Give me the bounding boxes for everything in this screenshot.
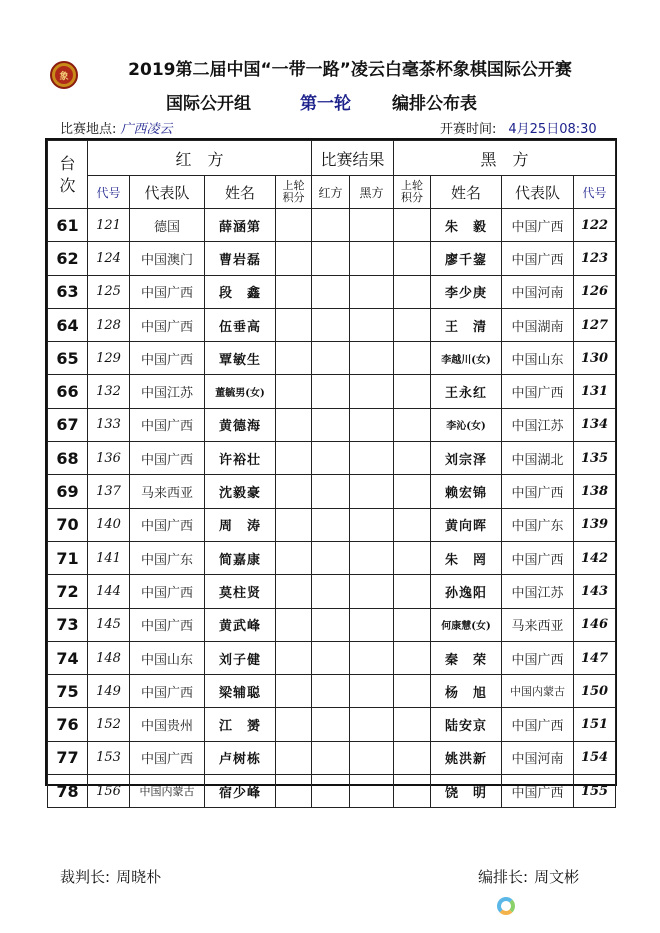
- black-name: 李沁(女): [431, 408, 502, 441]
- scheduler-label: 编排长:: [478, 868, 529, 886]
- black-team: 中国河南: [502, 741, 574, 774]
- black-team: 中国江苏: [502, 575, 574, 608]
- table-no: 67: [48, 408, 88, 441]
- red-result-cell: [312, 741, 350, 774]
- header-black-team: 代表队: [502, 176, 574, 209]
- red-result-cell: [312, 775, 350, 808]
- header-red-side: 红 方: [88, 141, 312, 176]
- black-result-cell: [350, 741, 394, 774]
- black-code: 135: [574, 442, 616, 475]
- black-name: 王 清: [431, 308, 502, 341]
- scheduler: [478, 866, 579, 887]
- black-name: 赖宏锦: [431, 475, 502, 508]
- black-prev-score: [394, 741, 431, 774]
- red-result-cell: [312, 275, 350, 308]
- black-name: 饶 明: [431, 775, 502, 808]
- black-team: 中国广西: [502, 541, 574, 574]
- start-time-info: [440, 118, 597, 137]
- black-prev-score: [394, 375, 431, 408]
- header-black-name: 姓名: [431, 176, 502, 209]
- table-row: [48, 408, 616, 441]
- red-code: 144: [88, 575, 130, 608]
- black-name: 廖千鋆: [431, 242, 502, 275]
- black-prev-score: [394, 475, 431, 508]
- header-table-no-text: 台次: [59, 153, 76, 195]
- red-name: 董毓男(女): [205, 375, 276, 408]
- black-code: 126: [574, 275, 616, 308]
- red-team: 中国广西: [130, 342, 205, 375]
- header-red-prev-score: [276, 176, 312, 209]
- red-name: 曹岩磊: [205, 242, 276, 275]
- black-name: 姚洪新: [431, 741, 502, 774]
- black-prev-score: [394, 708, 431, 741]
- table-row: [48, 242, 616, 275]
- red-name: 伍垂高: [205, 308, 276, 341]
- black-code: 154: [574, 741, 616, 774]
- red-code: 140: [88, 508, 130, 541]
- black-prev-score: [394, 342, 431, 375]
- table-row: [48, 275, 616, 308]
- red-code: 124: [88, 242, 130, 275]
- red-result-cell: [312, 608, 350, 641]
- red-result-cell: [312, 475, 350, 508]
- black-team: 中国江苏: [502, 408, 574, 441]
- watermark-logo-icon: [497, 897, 515, 915]
- red-result-cell: [312, 675, 350, 708]
- table-no: 66: [48, 375, 88, 408]
- black-team: 中国广东: [502, 508, 574, 541]
- black-result-cell: [350, 608, 394, 641]
- red-team: 中国内蒙古: [130, 775, 205, 808]
- black-team: 中国湖南: [502, 308, 574, 341]
- black-prev-score: [394, 408, 431, 441]
- red-team: 中国广西: [130, 408, 205, 441]
- black-result-cell: [350, 275, 394, 308]
- time-label: 开赛时间:: [440, 122, 497, 137]
- pairing-grid: [47, 140, 616, 808]
- black-code: 146: [574, 608, 616, 641]
- red-result-cell: [312, 375, 350, 408]
- red-team: 中国广西: [130, 275, 205, 308]
- black-code: 147: [574, 641, 616, 674]
- black-code: 123: [574, 242, 616, 275]
- red-team: 中国广西: [130, 442, 205, 475]
- black-result-cell: [350, 575, 394, 608]
- black-team: 中国广西: [502, 708, 574, 741]
- doc-type-label: 编排公布表: [392, 94, 477, 114]
- header-table-no: [48, 141, 88, 209]
- black-code: 130: [574, 342, 616, 375]
- black-result-cell: [350, 342, 394, 375]
- red-team: 中国澳门: [130, 242, 205, 275]
- table-no: 73: [48, 608, 88, 641]
- header-red-team: 代表队: [130, 176, 205, 209]
- black-team: 中国内蒙古: [502, 675, 574, 708]
- red-prev-score: [276, 375, 312, 408]
- header-red-prev-score-text: 上轮积分: [282, 179, 305, 204]
- chief-referee-label: 裁判长:: [60, 868, 111, 886]
- table-row: [48, 508, 616, 541]
- red-name: 江 赟: [205, 708, 276, 741]
- black-code: 139: [574, 508, 616, 541]
- red-prev-score: [276, 575, 312, 608]
- table-row: [48, 475, 616, 508]
- black-prev-score: [394, 209, 431, 242]
- black-prev-score: [394, 242, 431, 275]
- red-code: 133: [88, 408, 130, 441]
- red-name: 覃敏生: [205, 342, 276, 375]
- table-row: [48, 442, 616, 475]
- black-result-cell: [350, 308, 394, 341]
- red-team: 中国广西: [130, 741, 205, 774]
- red-name: 薛涵第: [205, 209, 276, 242]
- table-no: 70: [48, 508, 88, 541]
- red-prev-score: [276, 475, 312, 508]
- black-result-cell: [350, 242, 394, 275]
- table-no: 74: [48, 641, 88, 674]
- red-team: 中国广西: [130, 608, 205, 641]
- black-result-cell: [350, 408, 394, 441]
- red-name: 黄武峰: [205, 608, 276, 641]
- red-name: 许裕壮: [205, 442, 276, 475]
- red-prev-score: [276, 242, 312, 275]
- pairing-table: [45, 138, 617, 801]
- red-team: 马来西亚: [130, 475, 205, 508]
- red-name: 简嘉康: [205, 541, 276, 574]
- table-no: 77: [48, 741, 88, 774]
- red-prev-score: [276, 641, 312, 674]
- red-prev-score: [276, 608, 312, 641]
- black-name: 朱 毅: [431, 209, 502, 242]
- red-name: 刘子健: [205, 641, 276, 674]
- black-team: 中国广西: [502, 375, 574, 408]
- red-prev-score: [276, 342, 312, 375]
- red-team: 德国: [130, 209, 205, 242]
- black-name: 孙逸阳: [431, 575, 502, 608]
- table-row: [48, 641, 616, 674]
- black-prev-score: [394, 775, 431, 808]
- header-black-prev-score: [394, 176, 431, 209]
- red-code: 121: [88, 209, 130, 242]
- red-code: 132: [88, 375, 130, 408]
- red-name: 宿少峰: [205, 775, 276, 808]
- header-black-prev-score-text: 上轮积分: [401, 179, 424, 204]
- red-prev-score: [276, 541, 312, 574]
- black-result-cell: [350, 675, 394, 708]
- black-code: 131: [574, 375, 616, 408]
- black-prev-score: [394, 675, 431, 708]
- red-code: 141: [88, 541, 130, 574]
- header-red-name: 姓名: [205, 176, 276, 209]
- red-code: 148: [88, 641, 130, 674]
- black-prev-score: [394, 442, 431, 475]
- black-name: 何康慧(女): [431, 608, 502, 641]
- red-code: 156: [88, 775, 130, 808]
- red-prev-score: [276, 442, 312, 475]
- red-code: 149: [88, 675, 130, 708]
- table-no: 61: [48, 209, 88, 242]
- black-prev-score: [394, 608, 431, 641]
- black-name: 李越川(女): [431, 342, 502, 375]
- red-result-cell: [312, 508, 350, 541]
- black-result-cell: [350, 641, 394, 674]
- table-no: 64: [48, 308, 88, 341]
- red-team: 中国贵州: [130, 708, 205, 741]
- group-label: 国际公开组: [166, 94, 251, 114]
- red-code: 153: [88, 741, 130, 774]
- black-result-cell: [350, 442, 394, 475]
- red-prev-score: [276, 508, 312, 541]
- logo-emblem: 象: [55, 66, 73, 84]
- red-prev-score: [276, 741, 312, 774]
- venue-value: 广西凌云: [120, 122, 173, 137]
- red-code: 129: [88, 342, 130, 375]
- table-row: [48, 741, 616, 774]
- red-team: 中国广西: [130, 575, 205, 608]
- black-result-cell: [350, 541, 394, 574]
- red-result-cell: [312, 408, 350, 441]
- black-code: 127: [574, 308, 616, 341]
- table-no: 78: [48, 775, 88, 808]
- chief-referee-name: 周晓朴: [116, 868, 162, 886]
- black-name: 陆安京: [431, 708, 502, 741]
- black-result-cell: [350, 708, 394, 741]
- table-row: [48, 342, 616, 375]
- black-code: 150: [574, 675, 616, 708]
- red-team: 中国山东: [130, 641, 205, 674]
- black-code: 134: [574, 408, 616, 441]
- black-team: 马来西亚: [502, 608, 574, 641]
- header-black-result: 黑方: [350, 176, 394, 209]
- round-label: 第一轮: [300, 94, 351, 114]
- red-prev-score: [276, 275, 312, 308]
- black-prev-score: [394, 641, 431, 674]
- red-result-cell: [312, 242, 350, 275]
- table-no: 62: [48, 242, 88, 275]
- header-black-code: 代号: [574, 176, 616, 209]
- red-result-cell: [312, 575, 350, 608]
- black-name: 朱 罔: [431, 541, 502, 574]
- black-code: 151: [574, 708, 616, 741]
- red-result-cell: [312, 641, 350, 674]
- red-result-cell: [312, 308, 350, 341]
- red-prev-score: [276, 308, 312, 341]
- header-black-side: 黑 方: [394, 141, 616, 176]
- red-prev-score: [276, 209, 312, 242]
- black-team: 中国山东: [502, 342, 574, 375]
- black-prev-score: [394, 541, 431, 574]
- header-result: 比赛结果: [312, 141, 394, 176]
- venue-label: 比赛地点:: [60, 122, 117, 137]
- red-code: 145: [88, 608, 130, 641]
- black-name: 李少庚: [431, 275, 502, 308]
- black-team: 中国广西: [502, 775, 574, 808]
- red-code: 128: [88, 308, 130, 341]
- table-no: 63: [48, 275, 88, 308]
- black-prev-score: [394, 275, 431, 308]
- black-result-cell: [350, 508, 394, 541]
- red-result-cell: [312, 708, 350, 741]
- red-code: 136: [88, 442, 130, 475]
- black-team: 中国河南: [502, 275, 574, 308]
- black-team: 中国湖北: [502, 442, 574, 475]
- red-prev-score: [276, 708, 312, 741]
- red-prev-score: [276, 675, 312, 708]
- table-row: [48, 375, 616, 408]
- time-value: 4月25日08:30: [508, 122, 597, 137]
- table-row: [48, 775, 616, 808]
- table-no: 71: [48, 541, 88, 574]
- table-row: [48, 675, 616, 708]
- header-red-code: 代号: [88, 176, 130, 209]
- header-red-result: 红方: [312, 176, 350, 209]
- black-code: 143: [574, 575, 616, 608]
- red-team: 中国江苏: [130, 375, 205, 408]
- black-code: 122: [574, 209, 616, 242]
- red-name: 莫柱贤: [205, 575, 276, 608]
- black-name: 杨 旭: [431, 675, 502, 708]
- red-result-cell: [312, 342, 350, 375]
- black-team: 中国广西: [502, 209, 574, 242]
- table-row: [48, 308, 616, 341]
- red-name: 卢树栋: [205, 741, 276, 774]
- black-prev-score: [394, 508, 431, 541]
- black-team: 中国广西: [502, 641, 574, 674]
- chief-referee: [60, 866, 161, 887]
- table-no: 72: [48, 575, 88, 608]
- red-result-cell: [312, 541, 350, 574]
- red-team: 中国广东: [130, 541, 205, 574]
- black-result-cell: [350, 775, 394, 808]
- red-result-cell: [312, 442, 350, 475]
- black-result-cell: [350, 475, 394, 508]
- event-title: 2019第二届中国“一带一路”凌云白毫茶杯象棋国际公开赛: [128, 60, 572, 80]
- black-name: 黄向晖: [431, 508, 502, 541]
- black-code: 142: [574, 541, 616, 574]
- red-name: 沈毅豪: [205, 475, 276, 508]
- black-result-cell: [350, 209, 394, 242]
- red-code: 152: [88, 708, 130, 741]
- red-team: 中国广西: [130, 675, 205, 708]
- table-no: 69: [48, 475, 88, 508]
- red-name: 黄德海: [205, 408, 276, 441]
- black-team: 中国广西: [502, 242, 574, 275]
- table-row: [48, 708, 616, 741]
- black-name: 王永红: [431, 375, 502, 408]
- black-name: 刘宗泽: [431, 442, 502, 475]
- red-prev-score: [276, 775, 312, 808]
- black-prev-score: [394, 308, 431, 341]
- table-no: 65: [48, 342, 88, 375]
- red-prev-score: [276, 408, 312, 441]
- black-name: 秦 荣: [431, 641, 502, 674]
- red-code: 125: [88, 275, 130, 308]
- black-prev-score: [394, 575, 431, 608]
- red-name: 梁辅聪: [205, 675, 276, 708]
- red-name: 段 鑫: [205, 275, 276, 308]
- red-code: 137: [88, 475, 130, 508]
- scheduler-name: 周文彬: [534, 868, 580, 886]
- table-no: 75: [48, 675, 88, 708]
- venue-info: [60, 118, 173, 137]
- table-row: [48, 575, 616, 608]
- table-row: [48, 608, 616, 641]
- red-name: 周 涛: [205, 508, 276, 541]
- black-result-cell: [350, 375, 394, 408]
- table-no: 68: [48, 442, 88, 475]
- red-team: 中国广西: [130, 308, 205, 341]
- black-team: 中国广西: [502, 475, 574, 508]
- table-row: [48, 541, 616, 574]
- black-code: 155: [574, 775, 616, 808]
- red-result-cell: [312, 209, 350, 242]
- black-code: 138: [574, 475, 616, 508]
- red-team: 中国广西: [130, 508, 205, 541]
- table-no: 76: [48, 708, 88, 741]
- table-row: [48, 209, 616, 242]
